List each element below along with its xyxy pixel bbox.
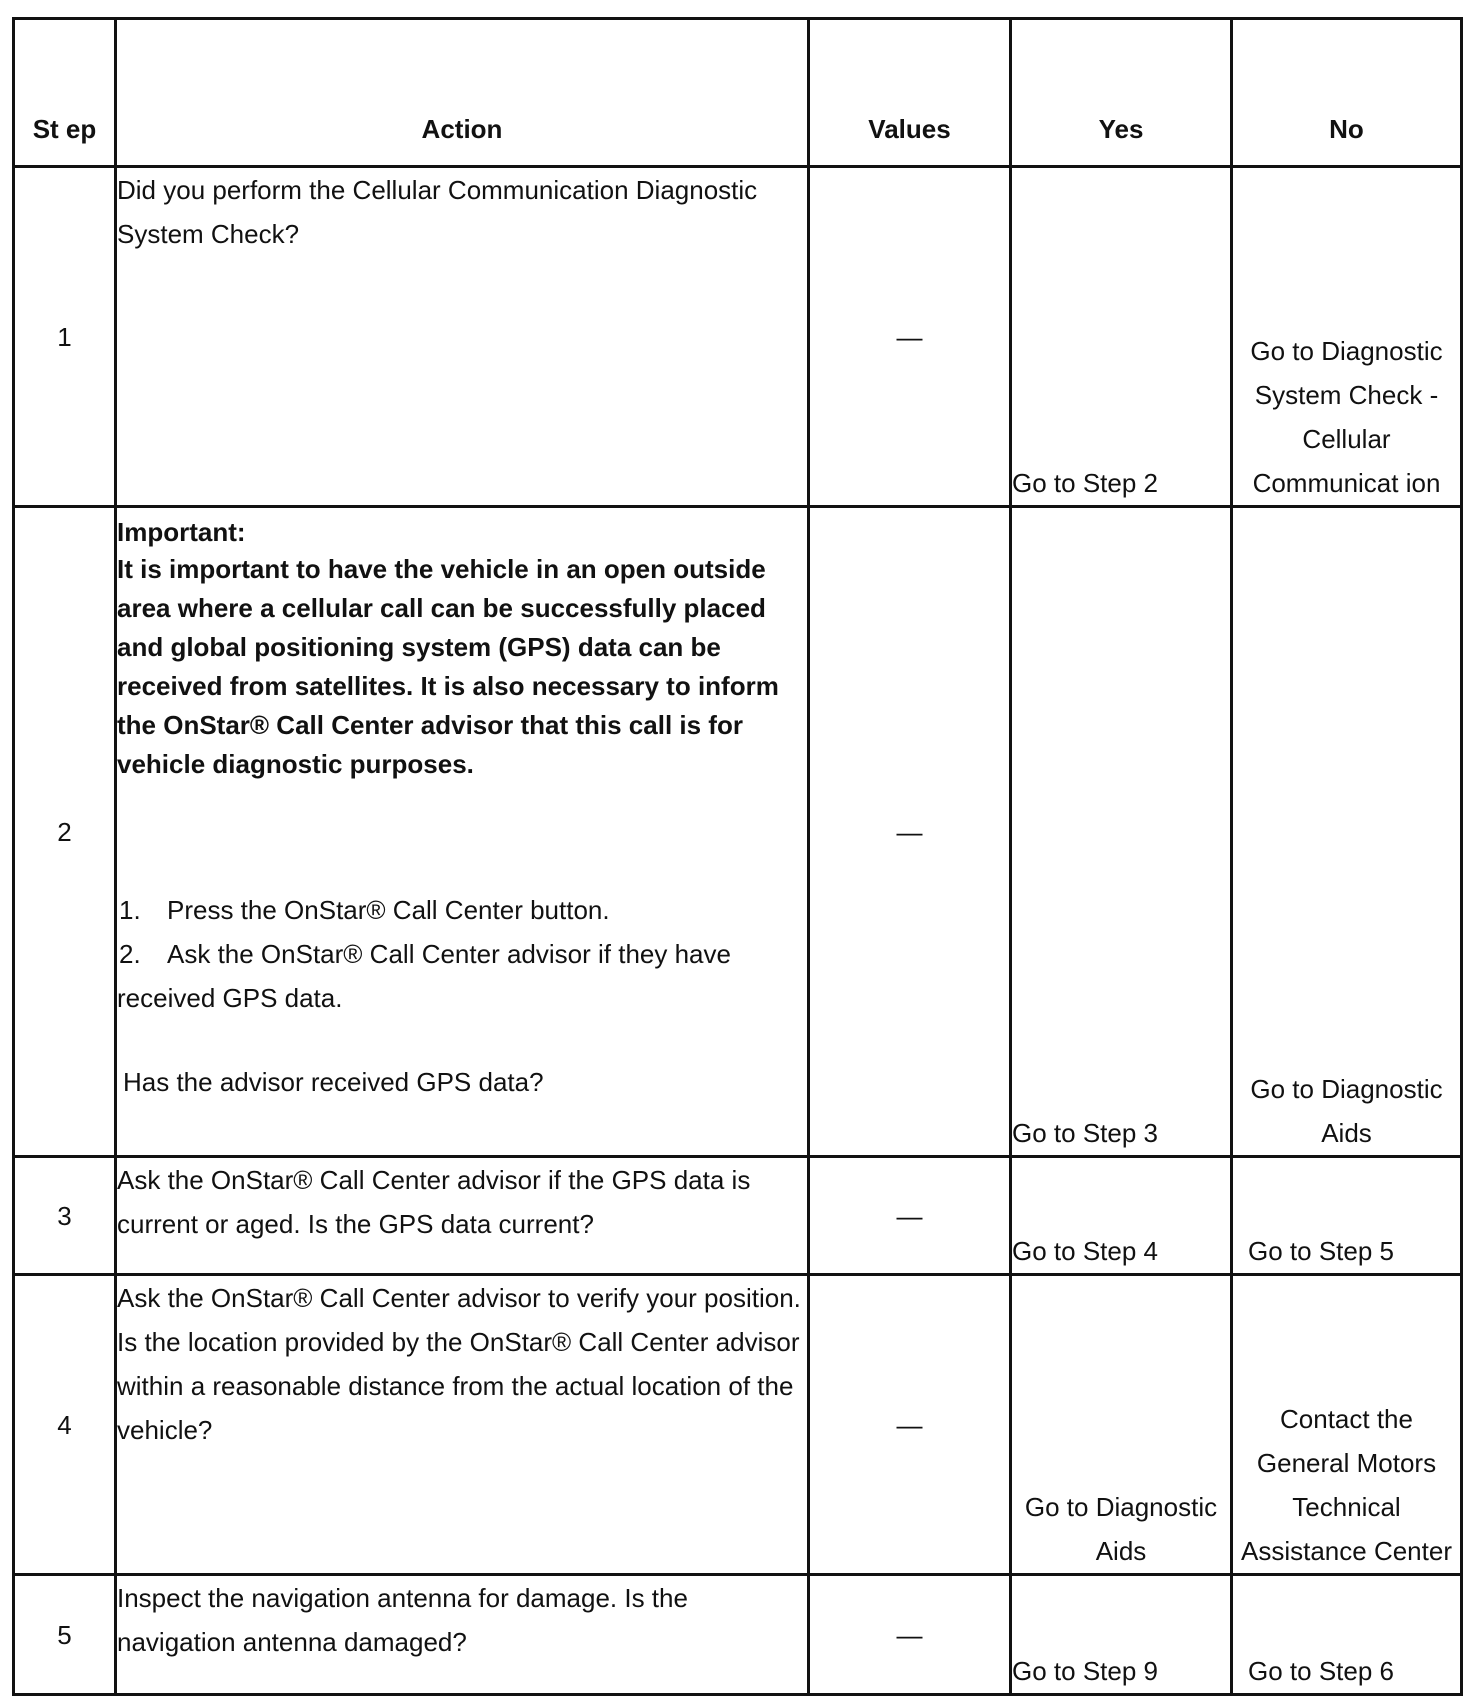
diagnostic-table	[12, 17, 1463, 1696]
list-item	[117, 888, 807, 932]
table-row	[14, 1575, 1462, 1695]
no-cell: Go to Step 5	[1232, 1157, 1462, 1275]
procedure-list	[117, 888, 807, 1020]
no-cell: Go to Diagnostic System Check - Cellular Communicat ion	[1232, 167, 1462, 507]
action-cell: Ask the OnStar® Call Center advisor if the GPS data is current or aged. Is the GPS data current?	[116, 1157, 809, 1275]
table-row	[14, 1157, 1462, 1275]
table-row	[14, 1275, 1462, 1575]
values-cell	[809, 507, 1011, 1157]
list-item-text: Ask the OnStar® Call Center advisor if they have received GPS data.	[117, 939, 731, 1013]
values-cell	[809, 1575, 1011, 1695]
step-number: 1	[14, 167, 116, 507]
header-step: St ep	[14, 19, 116, 167]
no-cell: Go to Diagnostic Aids	[1232, 507, 1462, 1157]
important-text: It is important to have the vehicle in an open outside area where a cellular call can be successfully placed and global positioning system (GPS) data can be received from satellites. It is also necessary to inform the OnStar® Call Center advisor that this call is for vehicle diagnostic purposes.	[117, 554, 779, 779]
yes-cell: Go to Step 2	[1011, 167, 1232, 507]
values-cell	[809, 1157, 1011, 1275]
values-dash: —	[896, 1200, 923, 1231]
values-dash: —	[896, 816, 923, 847]
table-row	[14, 167, 1462, 507]
yes-cell: Go to Diagnostic Aids	[1011, 1275, 1232, 1575]
step-number: 3	[14, 1157, 116, 1275]
list-item-number: 1.	[119, 895, 141, 925]
header-yes: Yes	[1011, 19, 1232, 167]
important-label: Important:	[117, 517, 246, 547]
action-cell: Inspect the navigation antenna for damage. Is the navigation antenna damaged?	[116, 1575, 809, 1695]
table-row	[14, 507, 1462, 1157]
yes-cell: Go to Step 3	[1011, 507, 1232, 1157]
step-number: 4	[14, 1275, 116, 1575]
values-dash: —	[896, 1409, 923, 1440]
header-values: Values	[809, 19, 1011, 167]
no-cell: Go to Step 6	[1232, 1575, 1462, 1695]
list-item	[117, 932, 807, 1020]
list-item-text: Press the OnStar® Call Center button.	[167, 895, 610, 925]
list-item-number: 2.	[119, 939, 141, 969]
action-cell	[116, 507, 809, 1157]
action-cell: Did you perform the Cellular Communication Diagnostic System Check?	[116, 167, 809, 507]
header-no: No	[1232, 19, 1462, 167]
values-cell	[809, 167, 1011, 507]
yes-cell: Go to Step 9	[1011, 1575, 1232, 1695]
step-number: 5	[14, 1575, 116, 1695]
yes-cell: Go to Step 4	[1011, 1157, 1232, 1275]
step-number: 2	[14, 507, 116, 1157]
header-action: Action	[116, 19, 809, 167]
action-cell: Ask the OnStar® Call Center advisor to verify your position. Is the location provided by the OnStar® Call Center advisor within a reasonable distance from the actual location of the vehicle?	[116, 1275, 809, 1575]
values-dash: —	[896, 321, 923, 352]
values-dash: —	[896, 1619, 923, 1650]
no-cell: Contact the General Motors Technical Assistance Center	[1232, 1275, 1462, 1575]
question-text: Has the advisor received GPS data?	[123, 1067, 544, 1097]
values-cell	[809, 1275, 1011, 1575]
header-row	[14, 19, 1462, 167]
